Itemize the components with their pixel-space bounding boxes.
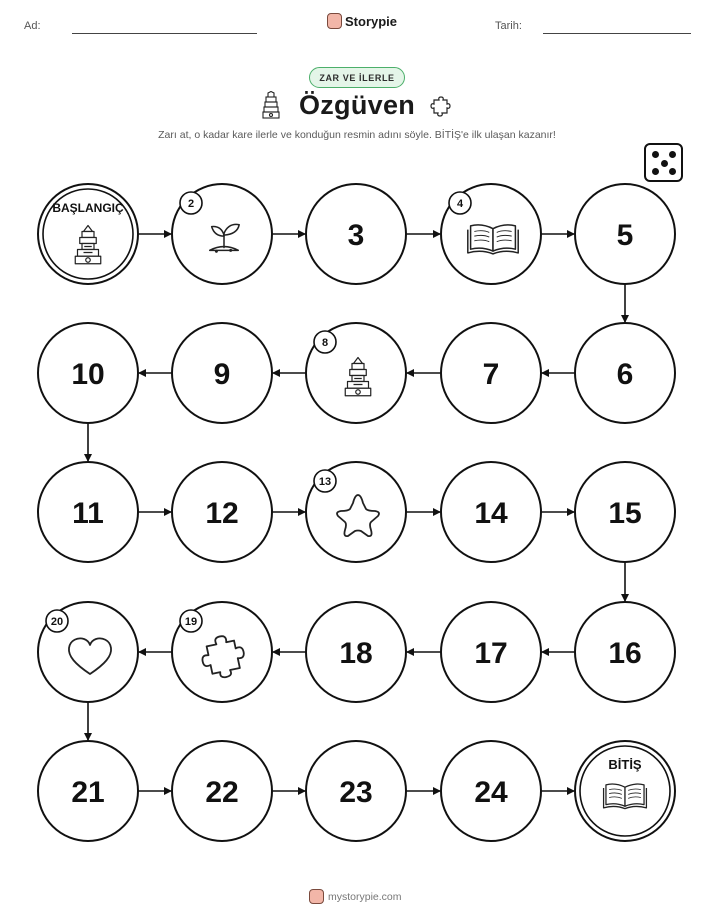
footer [309, 889, 402, 904]
board-space-23[interactable] [306, 741, 406, 841]
board-space-13[interactable] [306, 462, 406, 562]
board-space-22[interactable] [172, 741, 272, 841]
board-space-15[interactable] [575, 462, 675, 562]
space-number: 2 [187, 198, 195, 210]
board-space-24[interactable] [441, 741, 541, 841]
board-space-başlangiç[interactable] [38, 184, 138, 284]
space-number: 10 [71, 358, 105, 391]
space-number: 4 [456, 198, 464, 210]
space-number: 15 [608, 497, 642, 530]
space-number: 13 [318, 476, 332, 488]
name-label: Ad: [24, 20, 41, 32]
board-space-19[interactable] [172, 602, 272, 702]
space-number: 19 [184, 616, 198, 628]
board-space-bi̇ti̇ş[interactable] [575, 741, 675, 841]
board-space-6[interactable] [575, 323, 675, 423]
storypie-logo-icon [309, 889, 324, 904]
board-space-7[interactable] [441, 323, 541, 423]
board-space-16[interactable] [575, 602, 675, 702]
start-label: BAŞLANGIÇ [52, 201, 124, 215]
board-space-3[interactable] [306, 184, 406, 284]
space-number: 8 [321, 337, 329, 349]
board-space-14[interactable] [441, 462, 541, 562]
board-space-4[interactable] [441, 184, 541, 284]
board-space-11[interactable] [38, 462, 138, 562]
game-type-badge: ZAR VE İLERLE [309, 67, 405, 88]
space-number: 23 [339, 776, 373, 809]
space-number: 9 [213, 358, 231, 391]
board-space-20[interactable] [38, 602, 138, 702]
space-number: 21 [71, 776, 105, 809]
space-number: 7 [482, 358, 500, 391]
board-space-17[interactable] [441, 602, 541, 702]
space-number: 24 [474, 776, 508, 809]
board-space-2[interactable] [172, 184, 272, 284]
space-number: 6 [616, 358, 634, 391]
board-space-8[interactable] [306, 323, 406, 423]
brand-name: Storypie [345, 13, 398, 29]
board-space-18[interactable] [306, 602, 406, 702]
finish-label: BİTİŞ [608, 757, 642, 772]
date-label: Tarih: [495, 20, 522, 32]
board-space-9[interactable] [172, 323, 272, 423]
space-number: 11 [72, 497, 104, 530]
board-space-10[interactable] [38, 323, 138, 423]
space-number: 5 [616, 219, 634, 252]
space-number: 18 [339, 637, 373, 670]
space-number: 22 [205, 776, 239, 809]
page-title: Özgüven [298, 90, 416, 120]
space-number: 14 [474, 497, 508, 530]
space-number: 16 [608, 637, 642, 670]
space-number: 17 [474, 637, 508, 670]
space-number: 20 [50, 616, 64, 628]
footer-url[interactable]: mystorypie.com [328, 890, 402, 903]
space-number: 12 [205, 497, 239, 530]
board-space-12[interactable] [172, 462, 272, 562]
board-space-5[interactable] [575, 184, 675, 284]
instructions: Zarı at, o kadar kare ilerle ve konduğun resmin adını söyle. BİTİŞ'e ilk ulaşan kazanır! [158, 129, 556, 141]
space-number: 3 [347, 219, 365, 252]
board-space-21[interactable] [38, 741, 138, 841]
